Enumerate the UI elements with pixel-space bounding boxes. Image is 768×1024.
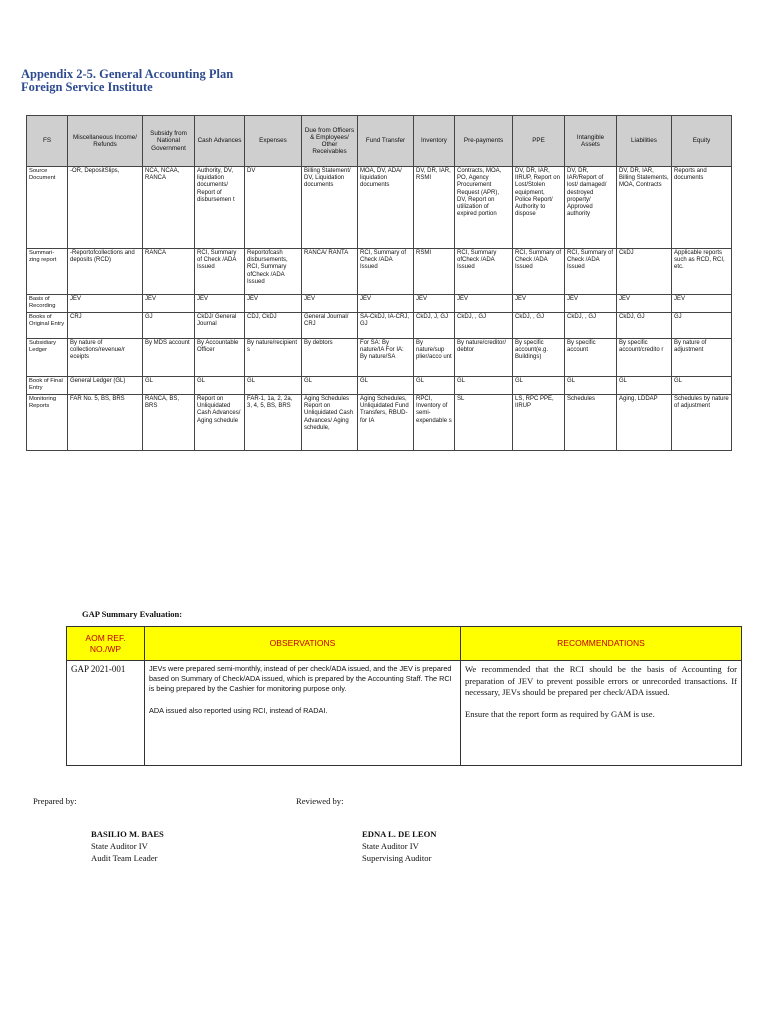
table-row [27,377,732,395]
table-cell: Schedules by nature of adjustment [672,395,732,451]
ref-cell: GAP 2021-001 [67,661,145,766]
table-cell: GL [617,377,672,395]
table-row [27,295,732,313]
table-cell: JEV [143,295,195,313]
table-cell: GJ [672,313,732,339]
table-cell: CkDJ, GJ [617,313,672,339]
table-cell: By nature of adjustment [672,339,732,377]
reviewer-block [362,828,437,864]
recommendations-header: RECOMMENDATIONS [461,627,742,661]
table-cell: SA-CkDJ, IA-CRJ, GJ [358,313,414,339]
table-cell: Schedules [565,395,617,451]
table-cell: DV, DR, IAR, Billing Statements, MOA, Contracts [617,167,672,249]
table-cell: CkDJ [617,249,672,295]
preparer-name: BASILIO M. BAES [91,829,164,839]
table-cell: RANCA/ RANTA [302,249,358,295]
table-cell: FAR-1, 1a, 2, 2a, 3, 4, 5, BS, BRS [245,395,302,451]
column-header: Inventory [414,116,455,167]
table-cell: By specific account [565,339,617,377]
table-cell: RCI, Summary ofCheck /ADA Issued [455,249,513,295]
table-cell: By nature of collections/revenue/r eceipts [68,339,143,377]
table-cell: GL [195,377,245,395]
table-cell: By specific account(e.g. Buildings) [513,339,565,377]
gap-summary-table [66,626,742,766]
table-cell: For SA: By nature/IA For IA: By nature/SA [358,339,414,377]
table-cell: DV, DR, IAR, IIRUP, Report on Lost/Stolen equipment, Police Report/ Authority to dispose [513,167,565,249]
prepared-by-label: Prepared by: [33,796,77,806]
column-header: Intangible Assets [565,116,617,167]
table-cell: CkDJ, , GJ [513,313,565,339]
column-header: Subsidy from National Government [143,116,195,167]
table-cell: GJ [143,313,195,339]
preparer-block [91,828,164,864]
table-cell: RCI, Summary of Check /ADA Issued [565,249,617,295]
table-cell: Report on Unliquidated Cash Advances/ Aging schedule [195,395,245,451]
table-cell: JEV [455,295,513,313]
table-row [27,167,732,249]
table-cell: CkDJ, , GJ [565,313,617,339]
page-title: Appendix 2-5. General Accounting Plan [21,67,234,81]
table-cell: By specific account/credito r [617,339,672,377]
table-cell: RANCA, BS, BRS [143,395,195,451]
table-cell: General Journal/ CRJ [302,313,358,339]
table-row [27,339,732,377]
table-cell: RCI, Summary of Check /ADA Issued [195,249,245,295]
row-label: Monitoring Reports [27,395,68,451]
gap-summary-title: GAP Summary Evaluation: [82,609,183,619]
table-cell: RSMI [414,249,455,295]
table-cell: DV [245,167,302,249]
table-cell: JEV [245,295,302,313]
table-cell: By nature/creditor/ debtor [455,339,513,377]
reviewer-name: EDNA L. DE LEON [362,829,437,839]
table-row [27,313,732,339]
column-header: FS [27,116,68,167]
table-cell: JEV [358,295,414,313]
table-cell: GL [414,377,455,395]
reviewer-role: Supervising Auditor [362,853,432,863]
table-cell: Aging Schedules Report on Unliquidated Cash Advances/ Aging schedule, [302,395,358,451]
table-cell: RCI, Summary of Check /ADA Issued [513,249,565,295]
table-cell: Contracts, MOA, PO, Agency Procurement Request (APR), DV, Report on utilization of expired portion [455,167,513,249]
table-cell: By debtors [302,339,358,377]
table-cell: Reportofcash disbursements, RCI, Summary ofCheck /ADA Issued [245,249,302,295]
table-cell: GL [143,377,195,395]
table-cell: By Accountable Officer [195,339,245,377]
table-cell: By MDS account [143,339,195,377]
column-header: Liabilities [617,116,672,167]
page-subtitle: Foreign Service Institute [21,80,153,94]
table-cell: JEV [672,295,732,313]
table-cell: CkDJ/ General Journal [195,313,245,339]
column-header: Cash Advances [195,116,245,167]
column-header: Expenses [245,116,302,167]
table-cell: JEV [68,295,143,313]
reviewer-position: State Auditor IV [362,841,419,851]
table-cell: CkDJ, , GJ [455,313,513,339]
ref-header: AOM REF. NO./WP [67,627,145,661]
table-cell: GL [513,377,565,395]
row-label: Basis of Recording [27,295,68,313]
table-cell: GL [358,377,414,395]
table-cell: JEV [565,295,617,313]
table-cell: JEV [617,295,672,313]
table-cell: By nature/sup plier/acco unt [414,339,455,377]
table-cell: FAR No. 5, BS, BRS [68,395,143,451]
table-cell: GL [565,377,617,395]
table-cell: -OR, DepositSlips, [68,167,143,249]
observation-text: JEVs were prepared semi-monthly, instead of per check/ADA issued, and the JEV is prepared based on Summary of Check/ADA issued, which is prepared by the Accounting Staff. The RCI is being prepared by the Cashier for monitoring purpose only. [149,664,452,693]
table-cell: GL [245,377,302,395]
table-cell: NCA, NCAA, RANCA [143,167,195,249]
table-cell: -Reportofcollections and deposits (RCD) [68,249,143,295]
table-cell: Authority, DV, liquidation documents/ Report of disbursemen t [195,167,245,249]
table-cell: Reports and documents [672,167,732,249]
preparer-position: State Auditor IV [91,841,148,851]
table-cell: RANCA [143,249,195,295]
table-cell: Applicable reports such as RCD, RCI, etc. [672,249,732,295]
accounting-plan-table [26,115,732,451]
table-cell: JEV [302,295,358,313]
observations-cell [145,661,461,766]
table-cell: DV, DR, IAR, RSMI [414,167,455,249]
table-cell: CDJ, CkDJ [245,313,302,339]
table-cell: CRJ [68,313,143,339]
table-cell: Aging, LDDAP [617,395,672,451]
table-row [67,661,742,766]
table-cell: JEV [513,295,565,313]
gap-header-row [67,627,742,661]
observations-header: OBSERVATIONS [145,627,461,661]
table-cell: DV, DR, IAR/Report of lost/ damaged/ destroyed property/ Approved authority [565,167,617,249]
table-cell: MOA, DV, ADA/ liquidation documents [358,167,414,249]
table-cell: LS, RPC PPE, IIRUP [513,395,565,451]
column-header: Miscellaneous Income/ Refunds [68,116,143,167]
table-row [27,395,732,451]
column-header: PPE [513,116,565,167]
row-label: Summari- zing report [27,249,68,295]
recommendation-text: We recommended that the RCI should be the basis of Accounting for preparation of JEV to prevent possible errors or unrecorded transactions. If necessary, JEVs should be prepared per check/ADA issued. [465,664,737,698]
recommendation-text: Ensure that the report form as required by GAM is use. [465,708,655,719]
table-cell: CkDJ, J, GJ [414,313,455,339]
preparer-role: Audit Team Leader [91,853,158,863]
row-label: Source Document [27,167,68,249]
recommendations-cell [461,661,742,766]
reviewed-by-label: Reviewed by: [296,796,344,806]
table-cell: General Ledger (GL) [68,377,143,395]
column-header: Pre-payments [455,116,513,167]
column-header: Equity [672,116,732,167]
column-header: Fund Transfer [358,116,414,167]
table-cell: JEV [414,295,455,313]
table-cell: JEV [195,295,245,313]
table-row [27,249,732,295]
table-cell: GL [302,377,358,395]
row-label: Book of Final Entry [27,377,68,395]
table-cell: Billing Statement/ DV, Liquidation documents [302,167,358,249]
table-cell: RCI, Summary of Check /ADA Issued [358,249,414,295]
table-cell: GL [672,377,732,395]
table-cell: SL [455,395,513,451]
table-header-row [27,116,732,167]
observation-text: ADA issued also reported using RCI, instead of RADAI. [149,705,328,715]
row-label: Books of Original Entry [27,313,68,339]
table-cell: Aging Schedules, Unliquidated Fund Transfers, RBUD-for IA [358,395,414,451]
row-label: Subsidiary Ledger [27,339,68,377]
column-header: Due from Officers & Employees/ Other Receivables [302,116,358,167]
table-cell: GL [455,377,513,395]
table-cell: By nature/recipient s [245,339,302,377]
table-cell: RPCI, Inventory of semi- expendable s [414,395,455,451]
